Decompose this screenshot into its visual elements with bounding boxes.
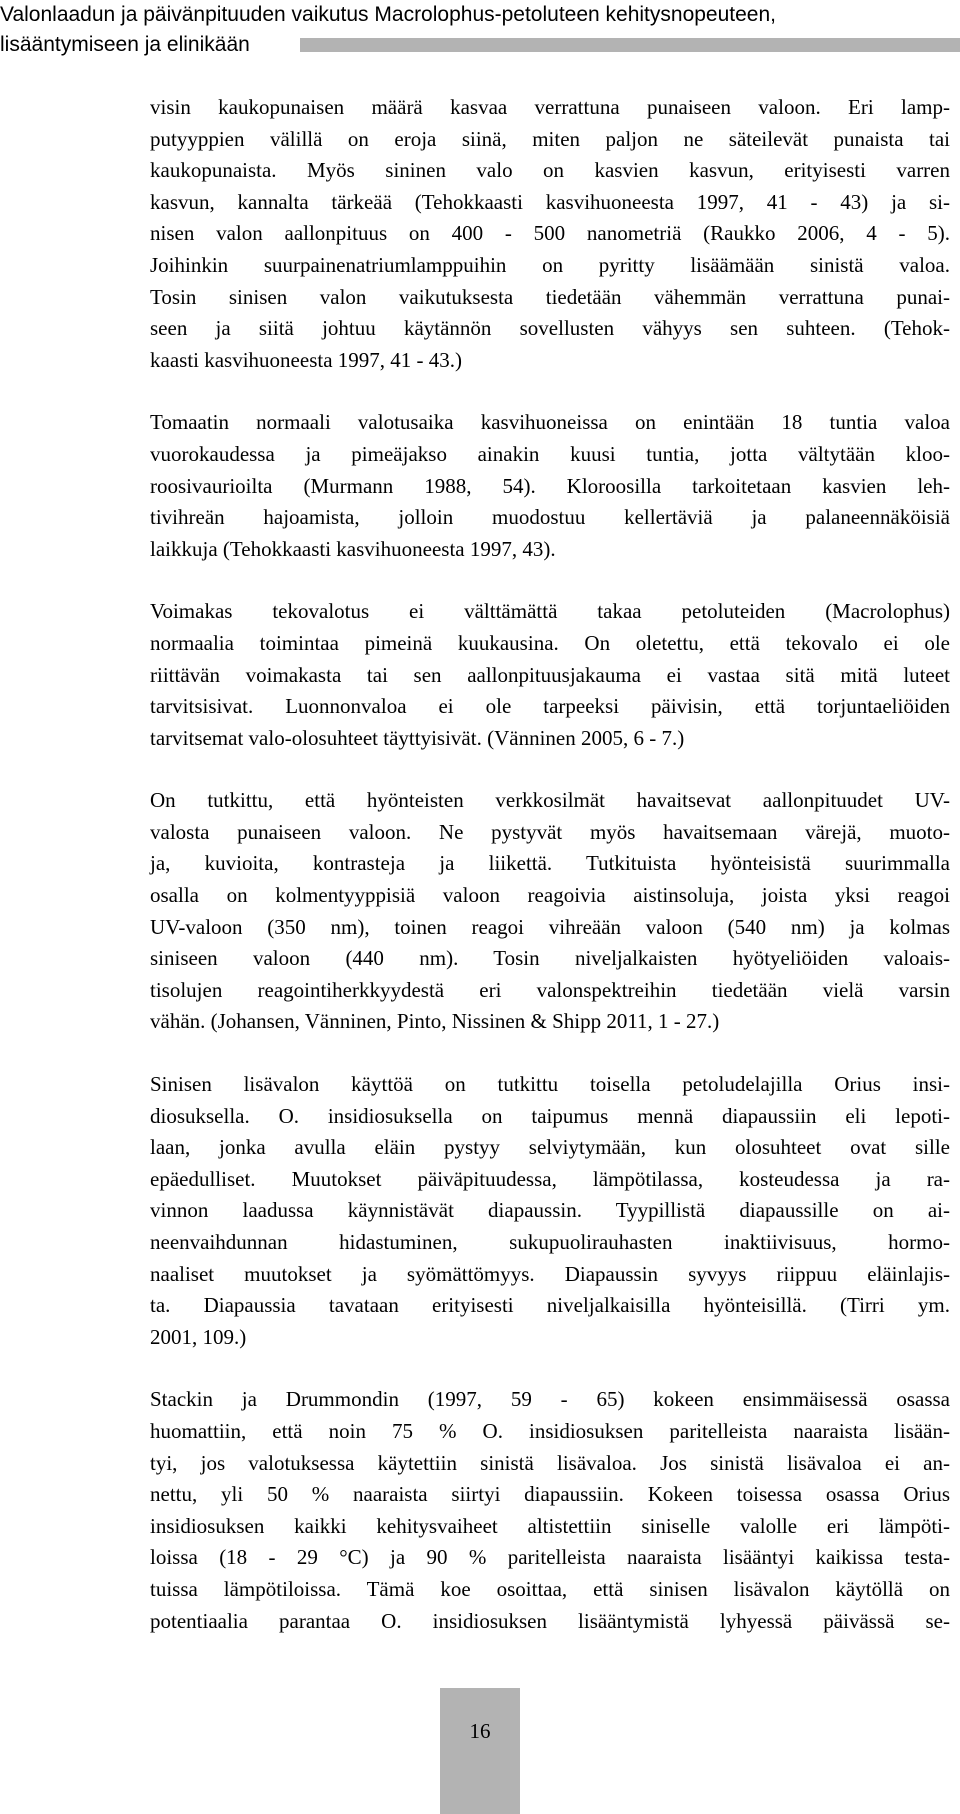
text-line: osalla on kolmentyyppisiä valoon reagoivia aistinsoluja, joista yksi reagoi (150, 883, 950, 908)
text-line: UV-valoon (350 nm), toinen reagoi vihreään valoon (540 nm) ja kolmas (150, 914, 950, 939)
paragraph-orius-diapause (150, 1069, 950, 1353)
paragraph-stack-drummond-study (150, 1384, 950, 1637)
text-line: kaukopunaista. Myös sininen valo on kasvien kasvun, erityisesti varren (150, 158, 950, 183)
text-line: kasvun, kannalta tärkeää (Tehokkaasti kasvihuoneesta 1997, 41 - 43) ja si- (150, 189, 950, 214)
text-line: riittävän voimakasta tai sen aallonpituusjakauma ei vastaa sitä mitä luteet (150, 662, 950, 687)
text-line: potentiaalia parantaa O. insidiosuksen lisääntymistä lyhyessä päivässä se- (150, 1608, 950, 1633)
text-line: nettu, yli 50 % naaraista siirtyi diapaussiin. Kokeen toisessa osassa Orius (150, 1482, 950, 1507)
text-line: neenvaihdunnan hidastuminen, sukupuolirauhasten inaktiivisuus, hormo- (150, 1230, 950, 1254)
running-title-line-2: lisääntymiseen ja elinikään (0, 33, 250, 56)
text-line: kaasti kasvihuoneesta 1997, 41 - 43.) (150, 347, 463, 372)
text-line: valosta punaiseen valoon. Ne pystyvät myös havaitsemaan värejä, muoto- (150, 819, 950, 844)
text-line: diosuksella. O. insidiosuksella on taipumus mennä diapaussiin eli lepoti- (150, 1103, 950, 1128)
text-line: putyyppien välillä on eroja siinä, miten paljon ne säteilevät punaista tai (150, 126, 950, 151)
text-line: laikkuja (Tehokkaasti kasvihuoneesta 1997, 43). (150, 536, 556, 561)
text-line: huomattiin, että noin 75 % O. insidiosuksen paritelleista naaraista lisään- (150, 1418, 950, 1443)
text-line: ta. Diapaussia tavataan erityisesti niveljalkaisilla hyönteisillä. (Tirri ym. (150, 1293, 950, 1318)
text-line: Voimakas tekovalotus ei välttämättä takaa petoluteiden (Macrolophus) (150, 599, 950, 624)
text-line: ja, kuvioita, kontrasteja ja liikettä. Tutkituista hyönteisistä suurimmalla (150, 851, 950, 876)
text-line: Stackin ja Drummondin (1997, 59 - 65) kokeen ensimmäisessä osassa (150, 1387, 950, 1412)
text-line: insidiosuksen kaikki kehitysvaiheet altistettiin siniselle valolle eri lämpöti- (150, 1513, 950, 1538)
text-line: tivihreän hajoamista, jolloin muodostuu kellertäviä ja palaneennäköisiä (150, 505, 950, 530)
text-line: Tosin sinisen valon vaikutuksesta tiedetään vähemmän verrattuna punai- (150, 284, 950, 309)
text-line: tyi, jos valotuksessa käytettiin sinistä lisävaloa. Jos sinistä lisävaloa ei an- (150, 1450, 950, 1475)
running-title (0, 0, 950, 60)
text-line: tuissa lämpötiloissa. Tämä koe osoittaa, että sinisen lisävalon käytöllä on (150, 1576, 950, 1601)
text-line: vähän. (Johansen, Vänninen, Pinto, Nissinen & Shipp 2011, 1 - 27.) (150, 1009, 720, 1034)
page-header (0, 0, 960, 60)
running-title-line-1: Valonlaadun ja päivänpituuden vaikutus Macrolophus-petoluteen kehitysnopeuteen, (0, 3, 776, 26)
text-line: Joihinkin suurpainenatriumlamppuihin on pyritty lisäämään sinistä valoa. (150, 252, 950, 277)
paragraph-insect-vision (150, 785, 950, 1038)
text-line: 2001, 109.) (150, 1324, 247, 1349)
text-line: naaliset muutokset ja syömättömyys. Diapaussin syvyys riippuu eläinlajis- (150, 1261, 950, 1286)
text-line: Tomaatin normaali valotusaika kasvihuoneissa on enintään 18 tuntia valoa (150, 410, 950, 435)
text-line: epäedulliset. Muutokset päiväpituudessa, lämpötilassa, kosteudessa ja ra- (150, 1166, 950, 1191)
text-line: roosivaurioilta (Murmann 1988, 54). Kloroosilla tarkoitetaan kasvien leh- (150, 473, 950, 498)
text-line: nisen valon aallonpituus on 400 - 500 nanometriä (Raukko 2006, 4 - 5). (150, 221, 950, 246)
text-line: seen ja siitä johtuu käytännön sovellusten vähyys sen suhteen. (Tehok- (150, 316, 950, 341)
text-line: tarvitsemat valo-olosuhteet täyttyisivät. (Vänninen 2005, 6 - 7.) (150, 725, 685, 750)
text-line: laan, jonka avulla eläin pystyy selviytymään, kun olosuhteet ovat sille (150, 1135, 950, 1160)
text-line: normaalia toimintaa pimeinä kuukausina. On oletettu, että tekovalo ei ole (150, 630, 950, 655)
text-line: siniseen valoon (440 nm). Tosin niveljalkaisten hyötyeliöiden valoais- (150, 946, 950, 971)
text-line: vuorokaudessa ja pimeäjakso ainakin kuusi tuntia, jotta vältytään kloo- (150, 441, 950, 466)
text-line: visin kaukopunaisen määrä kasvaa verrattuna punaiseen valoon. Eri lamp- (150, 95, 950, 119)
text-line: vinnon laadussa käynnistävät diapaussin. Tyypillistä diapaussille on ai- (150, 1198, 950, 1223)
paragraph-tomato-lighting (150, 407, 950, 565)
body-text (150, 92, 950, 1668)
text-line: tarvitsisivat. Luonnonvaloa ei ole tarpeeksi päivisin, että torjuntaeliöiden (150, 694, 950, 719)
paragraph-light-spectrum (150, 92, 950, 376)
page-number: 16 (469, 1719, 491, 1743)
text-line: loissa (18 - 29 °C) ja 90 % paritelleista naaraista lisääntyi kaikissa testa- (150, 1545, 950, 1570)
page-footer (440, 1688, 520, 1814)
text-line: On tutkittu, että hyönteisten verkkosilmät havaitsevat aallonpituudet UV- (150, 788, 950, 813)
paragraph-artificial-lighting (150, 596, 950, 754)
text-line: tisolujen reagointiherkkyydestä eri valonspektreihin tiedetään vielä varsin (150, 977, 950, 1002)
text-line: Sinisen lisävalon käyttöä on tutkittu toisella petoludelajilla Orius insi- (150, 1072, 950, 1097)
